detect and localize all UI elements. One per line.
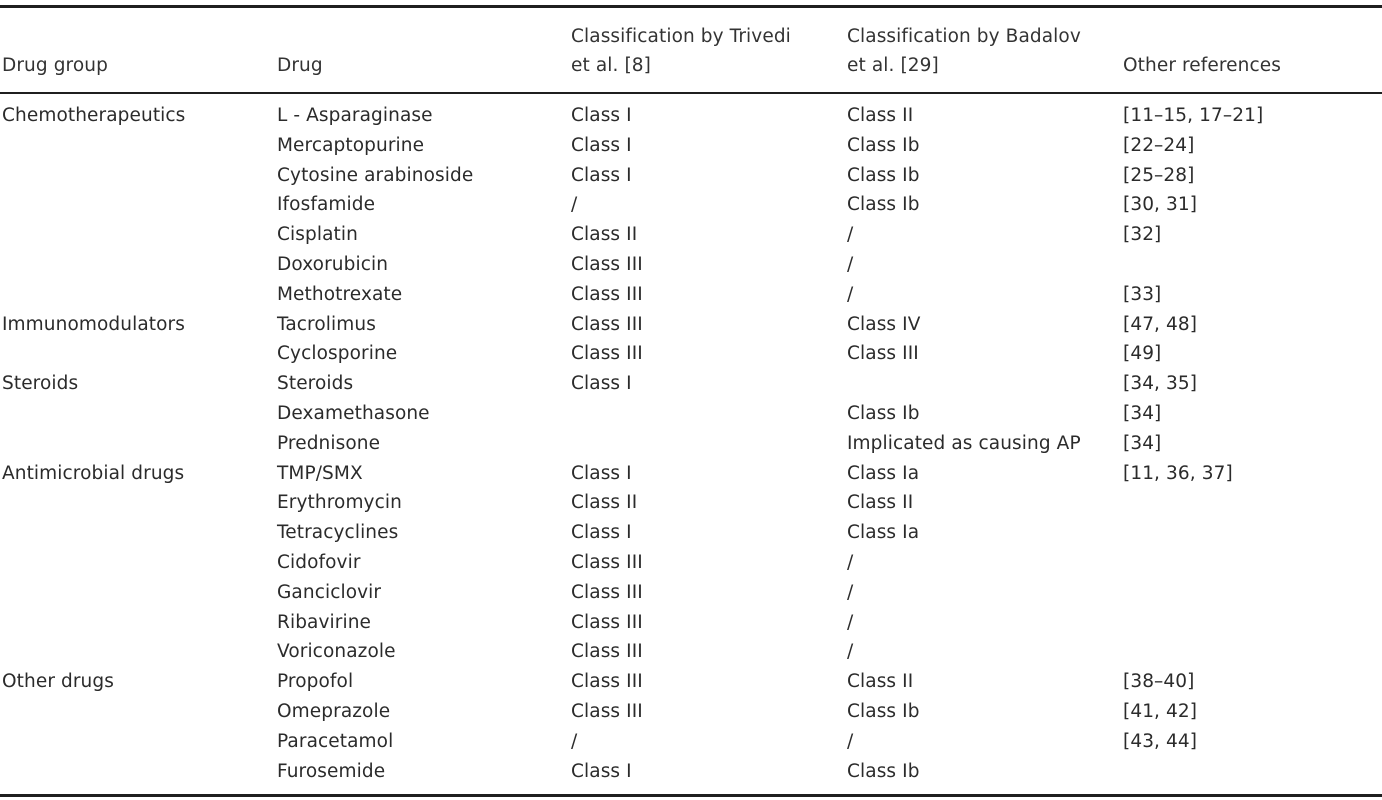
cell-trivedi-class: Class I bbox=[571, 105, 632, 126]
cell-badalov-class: / bbox=[847, 611, 854, 633]
table-bottom-rule bbox=[0, 794, 1382, 797]
table-row bbox=[0, 727, 1382, 757]
table-row bbox=[0, 488, 1382, 518]
cell-badalov-class: Implicated as causing AP bbox=[847, 432, 1081, 454]
cell-references: [34] bbox=[1123, 402, 1162, 424]
cell-drug: Dexamethasone bbox=[277, 402, 430, 424]
cell-trivedi-class: / bbox=[571, 194, 578, 216]
table-row bbox=[0, 339, 1382, 369]
cell-trivedi-class: Class III bbox=[571, 313, 643, 335]
cell-badalov-class: Class Ib bbox=[847, 194, 920, 216]
cell-badalov-class: Class II bbox=[847, 492, 914, 514]
cell-trivedi-class: Class III bbox=[571, 253, 643, 275]
header-badalov-classification: Classification by Badalov et al. [29] bbox=[847, 26, 1081, 76]
cell-drug: Tetracyclines bbox=[277, 522, 399, 544]
cell-drug: Methotrexate bbox=[277, 283, 403, 305]
cell-trivedi-class: Class I bbox=[571, 373, 632, 395]
cell-drug: Cytosine arabinoside bbox=[277, 164, 474, 186]
cell-references: [34, 35] bbox=[1123, 373, 1198, 395]
cell-drug: Tacrolimus bbox=[277, 313, 376, 335]
cell-references: [33] bbox=[1123, 283, 1162, 305]
cell-badalov-class: Class Ib bbox=[847, 164, 920, 186]
cell-badalov-class: / bbox=[847, 551, 854, 573]
table-row bbox=[0, 250, 1382, 280]
cell-drug: Propofol bbox=[277, 671, 354, 693]
cell-trivedi-class: Class III bbox=[571, 641, 643, 663]
table-row bbox=[0, 578, 1382, 608]
header-trivedi-classification: Classification by Trivedi et al. [8] bbox=[571, 26, 791, 76]
cell-drug: Prednisone bbox=[277, 432, 381, 454]
cell-badalov-class: Class Ib bbox=[847, 760, 920, 782]
cell-trivedi-class: Class I bbox=[571, 462, 632, 484]
cell-drug: Paracetamol bbox=[277, 730, 394, 752]
table-row bbox=[0, 548, 1382, 578]
table-header bbox=[0, 10, 1382, 90]
cell-badalov-class: / bbox=[847, 581, 854, 603]
cell-badalov-class: Class Ia bbox=[847, 462, 920, 484]
table-row bbox=[0, 190, 1382, 220]
cell-references: [43, 44] bbox=[1123, 730, 1198, 752]
cell-badalov-class: Class Ib bbox=[847, 134, 920, 156]
cell-references: [41, 42] bbox=[1123, 700, 1198, 722]
table-row bbox=[0, 101, 1382, 131]
cell-trivedi-class: Class III bbox=[571, 343, 643, 365]
table-row bbox=[0, 518, 1382, 548]
cell-trivedi-class: Class I bbox=[571, 522, 632, 544]
table-row bbox=[0, 608, 1382, 638]
cell-drug: Cidofovir bbox=[277, 551, 361, 573]
cell-badalov-class: / bbox=[847, 730, 854, 752]
table-header-rule bbox=[0, 92, 1382, 94]
cell-trivedi-class: / bbox=[571, 730, 578, 752]
cell-drug: Cisplatin bbox=[277, 224, 358, 246]
table-row bbox=[0, 637, 1382, 667]
cell-badalov-class: Class II bbox=[847, 105, 914, 126]
cell-drug: Ifosfamide bbox=[277, 194, 376, 216]
header-drug: Drug bbox=[277, 55, 323, 76]
cell-references: [22–24] bbox=[1123, 134, 1195, 156]
cell-drug-group: Antimicrobial drugs bbox=[2, 462, 185, 484]
header-other-references: Other references bbox=[1123, 55, 1281, 76]
cell-references: [47, 48] bbox=[1123, 313, 1198, 335]
cell-drug: Cyclosporine bbox=[277, 343, 398, 365]
cell-drug: Doxorubicin bbox=[277, 253, 389, 275]
cell-trivedi-class: Class II bbox=[571, 224, 638, 246]
cell-badalov-class: Class IV bbox=[847, 313, 921, 335]
table-row bbox=[0, 399, 1382, 429]
cell-drug: TMP/SMX bbox=[277, 462, 363, 484]
cell-drug: Mercaptopurine bbox=[277, 134, 425, 156]
cell-drug-group: Steroids bbox=[2, 373, 79, 395]
cell-drug-group: Other drugs bbox=[2, 671, 114, 693]
cell-references: [49] bbox=[1123, 343, 1162, 365]
cell-references: [11, 36, 37] bbox=[1123, 462, 1233, 484]
cell-drug: Omeprazole bbox=[277, 700, 391, 722]
table-row bbox=[0, 280, 1382, 310]
cell-badalov-class: Class II bbox=[847, 671, 914, 693]
cell-drug: Voriconazole bbox=[277, 641, 396, 663]
cell-trivedi-class: Class III bbox=[571, 283, 643, 305]
cell-trivedi-class: Class III bbox=[571, 581, 643, 603]
cell-trivedi-class: Class I bbox=[571, 134, 632, 156]
cell-badalov-class: / bbox=[847, 224, 854, 246]
cell-drug: Steroids bbox=[277, 373, 354, 395]
cell-drug: Erythromycin bbox=[277, 492, 402, 514]
cell-trivedi-class: Class I bbox=[571, 760, 632, 782]
table-top-rule bbox=[0, 5, 1382, 8]
cell-references: [25–28] bbox=[1123, 164, 1195, 186]
table-row bbox=[0, 369, 1382, 399]
cell-trivedi-class: Class III bbox=[571, 671, 643, 693]
cell-badalov-class: / bbox=[847, 641, 854, 663]
table-row bbox=[0, 220, 1382, 250]
cell-drug: Ganciclovir bbox=[277, 581, 382, 603]
cell-badalov-class: / bbox=[847, 283, 854, 305]
cell-drug: L - Asparaginase bbox=[277, 105, 433, 126]
cell-badalov-class: Class III bbox=[847, 343, 919, 365]
cell-references: [11–15, 17–21] bbox=[1123, 105, 1264, 126]
table-row bbox=[0, 459, 1382, 489]
cell-references: [38–40] bbox=[1123, 671, 1195, 693]
cell-references: [30, 31] bbox=[1123, 194, 1198, 216]
table-row bbox=[0, 697, 1382, 727]
cell-badalov-class: / bbox=[847, 253, 854, 275]
cell-badalov-class: Class Ib bbox=[847, 700, 920, 722]
cell-drug-group: Immunomodulators bbox=[2, 313, 185, 335]
header-drug-group: Drug group bbox=[2, 55, 108, 76]
table-row bbox=[0, 667, 1382, 697]
table-row bbox=[0, 310, 1382, 340]
cell-badalov-class: Class Ib bbox=[847, 402, 920, 424]
cell-drug: Furosemide bbox=[277, 760, 386, 782]
cell-trivedi-class: Class I bbox=[571, 164, 632, 186]
cell-trivedi-class: Class II bbox=[571, 492, 638, 514]
cell-references: [32] bbox=[1123, 224, 1162, 246]
cell-trivedi-class: Class III bbox=[571, 551, 643, 573]
table-row bbox=[0, 757, 1382, 787]
table-row bbox=[0, 131, 1382, 161]
table-body bbox=[0, 101, 1382, 786]
cell-drug-group: Chemotherapeutics bbox=[2, 105, 186, 126]
cell-drug: Ribavirine bbox=[277, 611, 372, 633]
cell-trivedi-class: Class III bbox=[571, 611, 643, 633]
cell-badalov-class: Class Ia bbox=[847, 522, 920, 544]
table-row bbox=[0, 161, 1382, 191]
table-row bbox=[0, 429, 1382, 459]
cell-references: [34] bbox=[1123, 432, 1162, 454]
cell-trivedi-class: Class III bbox=[571, 700, 643, 722]
